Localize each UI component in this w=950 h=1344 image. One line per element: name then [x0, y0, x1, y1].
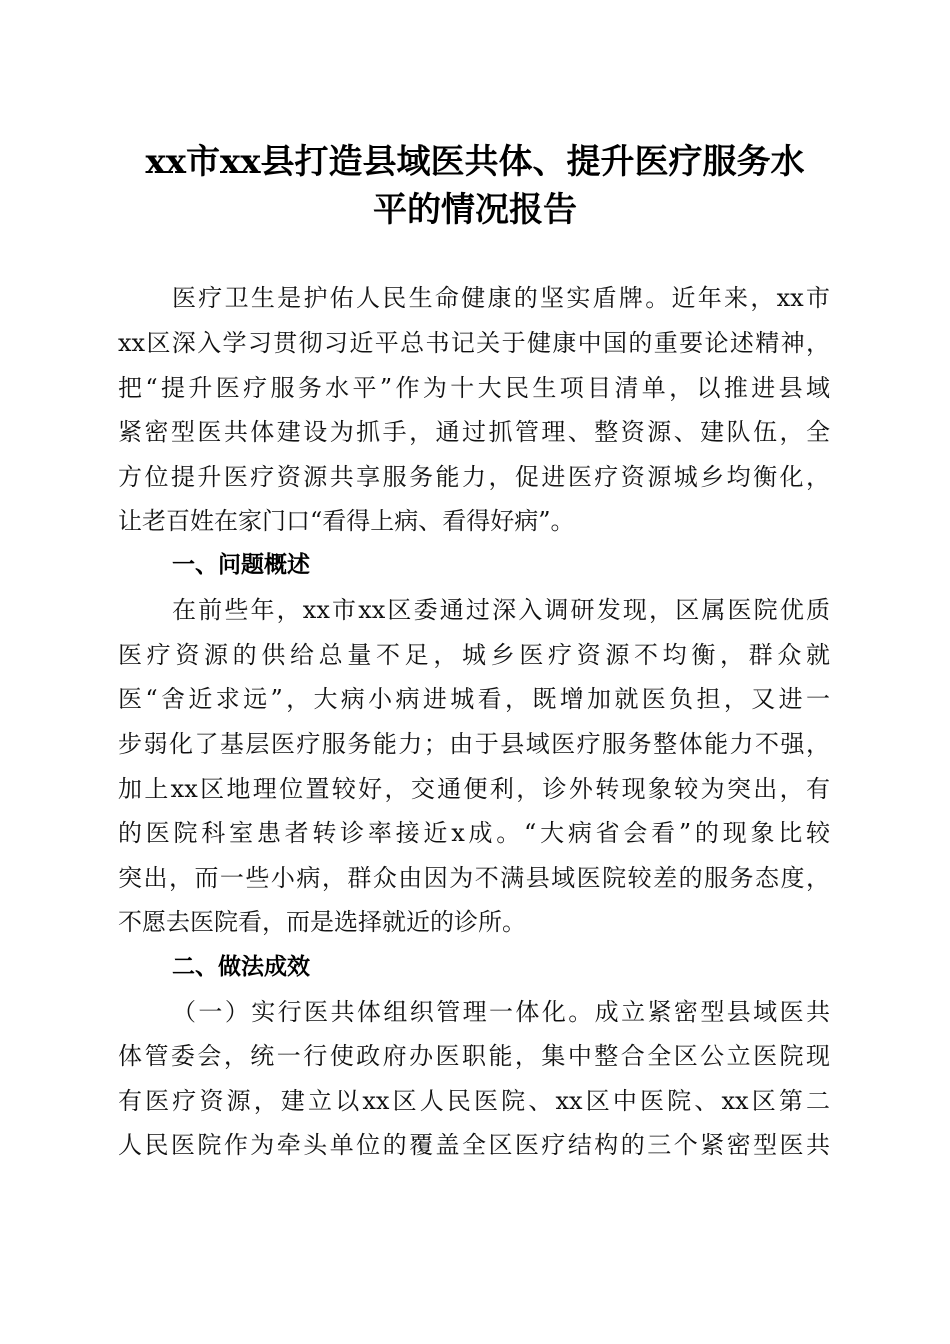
paragraph-1-line: xx区深入学习贯彻习近平总书记关于健康中国的重要论述精神，	[118, 329, 830, 357]
paragraph-2-line: 医“舍近求远”，大病小病进城看，既增加就医负担，又进一	[118, 685, 830, 713]
paragraph-3-line: 人民医院作为牵头单位的覆盖全区医疗结构的三个紧密型医共	[118, 1131, 830, 1159]
paragraph-1-line: 把“提升医疗服务水平”作为十大民生项目清单，以推进县域	[118, 374, 830, 402]
paragraph-3-line: 有医疗资源，建立以xx区人民医院、xx区中医院、xx区第二	[118, 1087, 830, 1115]
section-heading-1: 一、问题概述	[172, 552, 310, 578]
paragraph-2-line: 在前些年，xx市xx区委通过深入调研发现，区属医院优质	[172, 596, 830, 624]
paragraph-1-line: 紧密型医共体建设为抓手，通过抓管理、整资源、建队伍，全	[118, 418, 830, 446]
paragraph-2-line: 医疗资源的供给总量不足，城乡医疗资源不均衡，群众就	[118, 641, 830, 669]
paragraph-2-line: 加上xx区地理位置较好，交通便利，诊外转现象较为突出，有	[118, 775, 830, 803]
document-title-line-1: xx市xx县打造县域医共体、提升医疗服务水	[145, 142, 805, 182]
paragraph-2-line: 不愿去医院看，而是选择就近的诊所。	[118, 908, 526, 936]
paragraph-1-line: 方位提升医疗资源共享服务能力，促进医疗资源城乡均衡化，	[118, 463, 830, 491]
paragraph-2-line: 的医院科室患者转诊率接近x成。“大病省会看”的现象比较	[118, 819, 830, 847]
paragraph-3-line: 体管委会，统一行使政府办医职能，集中整合全区公立医院现	[118, 1042, 830, 1070]
paragraph-2-line: 突出，而一些小病，群众由因为不满县域医院较差的服务态度，	[118, 864, 830, 892]
section-heading-2: 二、做法成效	[172, 954, 310, 980]
paragraph-1-line: 让老百姓在家门口“看得上病、看得好病”。	[118, 507, 575, 535]
paragraph-3-line: （一）实行医共体组织管理一体化。成立紧密型县域医共	[172, 998, 830, 1026]
paragraph-2-line: 步弱化了基层医疗服务能力；由于县域医疗服务整体能力不强，	[118, 730, 830, 758]
paragraph-1-line: 医疗卫生是护佑人民生命健康的坚实盾牌。近年来，xx市	[172, 284, 830, 312]
document-title-line-2: 平的情况报告	[373, 190, 577, 230]
